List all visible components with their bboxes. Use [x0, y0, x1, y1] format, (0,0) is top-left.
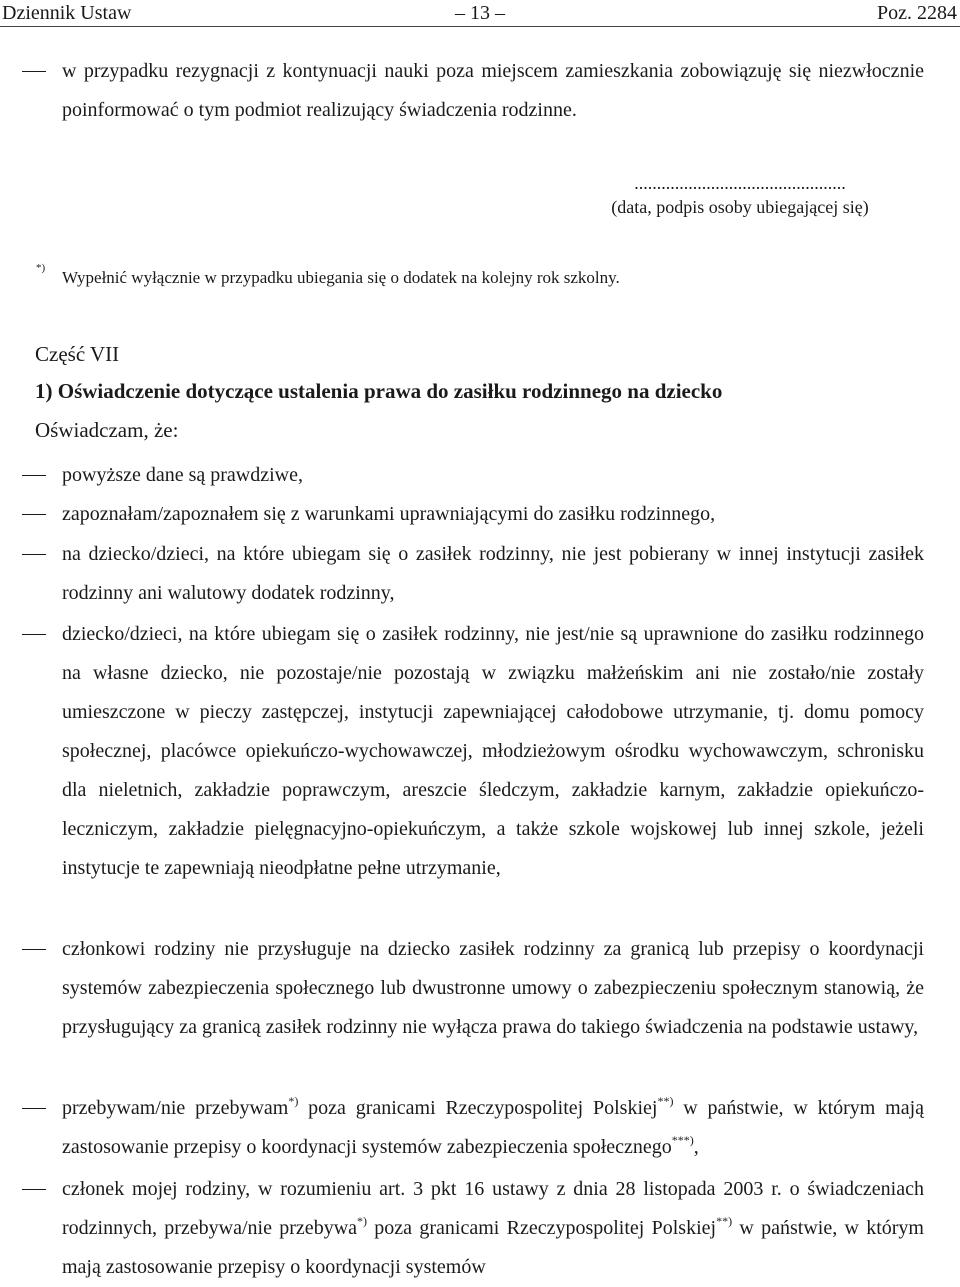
list-item-text: członkowi rodziny nie przysługuje na dziecko zasiłek rodzinny za granicą lub przepisy o koordynacji systemów zabezpieczenia społecznego lub dwustronne umowy o zabezpieczeniu społecznym stanowią, że przysługujący za granicą zasiłek rodzinny nie wyłącza prawa do takiego świadczenia na podstawie ustawy,: [62, 938, 924, 1038]
list-item: [62, 495, 924, 534]
abroad-family-text-2: poza granicami Rzeczypospolitej Polskiej: [367, 1217, 717, 1239]
signature-dots: ...............................................: [634, 173, 846, 193]
footnote-ref: **): [716, 1214, 733, 1228]
list-item-abroad-self: [62, 1089, 924, 1167]
abroad-self-text-4: ,: [693, 1136, 699, 1158]
footnote-mark: *): [36, 262, 46, 274]
signature-block: [575, 171, 905, 219]
abroad-self-text-3: w państwie, w którym mają zastosowanie przepisy o koordynacji systemów zabezpieczenia społecznego: [62, 1097, 925, 1158]
abroad-family-text-1: członek mojej rodziny, w rozumieniu art. 3 pkt 16 ustawy z dnia 28 listopada 2003 r. o świadczeniach rodzinnych, przebywa/nie przebywa: [62, 1178, 924, 1239]
header-rule: [0, 26, 960, 27]
page-header: [0, 0, 960, 26]
statement-heading: 1) Oświadczenie dotyczące ustalenia prawa do zasiłku rodzinnego na dziecko: [35, 379, 723, 403]
declare-intro: Oświadczam, że:: [35, 418, 179, 442]
list-item-text: zapoznałam/zapoznałem się z warunkami uprawniającymi do zasiłku rodzinnego,: [62, 503, 716, 525]
list-item: [62, 535, 924, 613]
footnote-text: Wypełnić wyłącznie w przypadku ubiegania się o dodatek na kolejny rok szkolny.: [62, 268, 620, 287]
abroad-self-text-2: poza granicami Rzeczypospolitej Polskiej: [298, 1097, 658, 1119]
list-item: [62, 615, 924, 888]
intro-item-text: w przypadku rezygnacji z kontynuacji nauki poza miejscem zamieszkania zobowiązuję się niezwłocznie poinformować o tym podmiot realizujący świadczenia rodzinne.: [62, 60, 924, 121]
list-item: [62, 456, 924, 495]
position-number: Poz. 2284: [877, 2, 957, 24]
footnote-ref: *): [357, 1214, 368, 1228]
page-number: – 13 –: [455, 2, 505, 24]
list-item-text: powyższe dane są prawdziwe,: [62, 464, 304, 486]
list-item-abroad-family: [62, 1170, 924, 1287]
list-item-text: na dziecko/dzieci, na które ubiegam się o zasiłek rodzinny, nie jest pobierany w innej instytucji zasiłek rodzinny ani walutowy dodatek rodzinny,: [62, 543, 924, 604]
section-title: Część VII: [35, 342, 120, 366]
list-item-text: dziecko/dzieci, na które ubiegam się o zasiłek rodzinny, nie jest/nie są uprawnione do zasiłku rodzinnego na własne dziecko, nie pozostaje/nie pozostają w związku małżeńskim ani nie zostało/nie zostały umieszczone w pieczy zastępczej, instytucji zapewniającej całodobowe utrzymanie, tj. domu pomocy społecznej, placówce opiekuńczo-wychowawczej, młodzieżowym ośrodku wychowawczym, schronisku dla nieletnich, zakładzie poprawczym, areszcie śledczym, zakładzie karnym, zakładzie opiekuńczo-leczniczym, zakładzie pielęgnacyjno-opiekuńczym, a także szkole wojskowej lub innej szkole, jeżeli instytucje te zapewniają nieodpłatne pełne utrzymanie,: [62, 623, 924, 879]
list-item: [62, 930, 924, 1047]
intro-item: [62, 52, 924, 130]
abroad-family-text-3: w państwie, w którym mają zastosowanie przepisy o koordynacji systemów: [62, 1217, 924, 1278]
footnote-ref: *): [288, 1094, 299, 1108]
abroad-self-text-1: przebywam/nie przebywam: [62, 1097, 289, 1119]
journal-title: Dziennik Ustaw: [2, 2, 132, 24]
footnote-ref: ***): [671, 1133, 694, 1147]
footnote-ref: **): [657, 1094, 674, 1108]
signature-caption: (data, podpis osoby ubiegającej się): [611, 197, 869, 217]
